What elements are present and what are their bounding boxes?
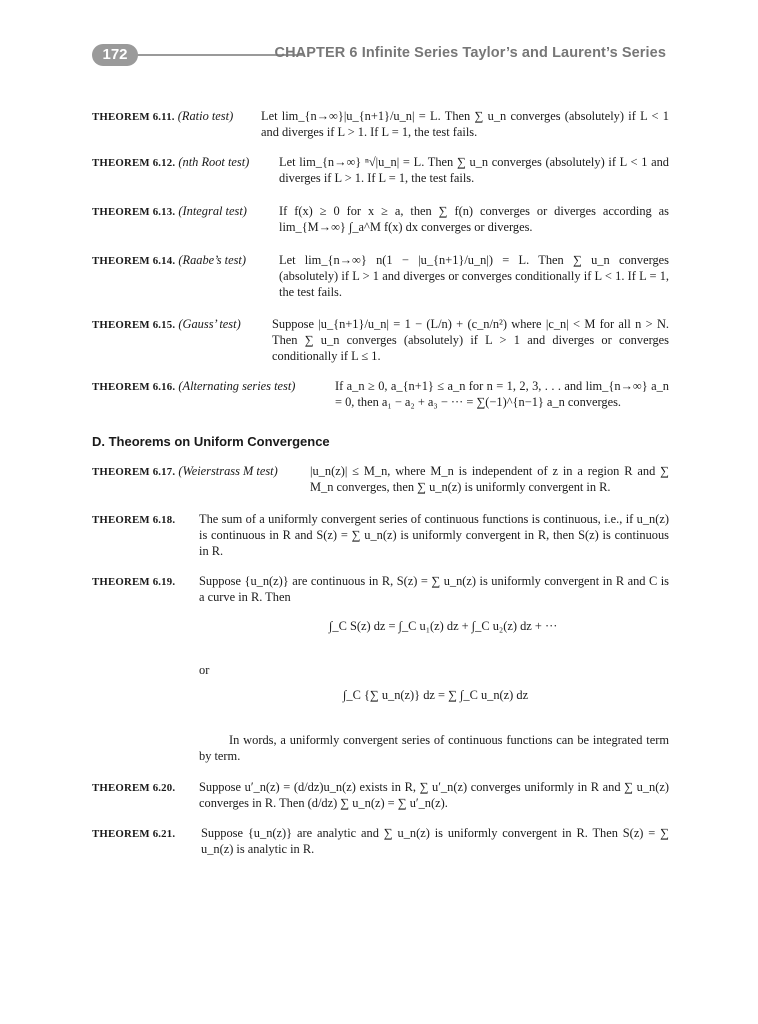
theorem-6-19-words: In words, a uniformly convergent series of continuous functions can be integrated term by term. <box>199 733 669 763</box>
page-number: 172 <box>92 44 138 66</box>
theorem-text: Suppose {u_n(z)} are continuous in R, S(z) = ∑ u_n(z) is uniformly convergent in R and C is a curve in R. Then <box>199 574 669 604</box>
theorem-number: THEOREM 6.19. <box>92 576 176 588</box>
theorem-number: THEOREM 6.11. <box>92 111 175 123</box>
theorem-number: THEOREM 6.13. <box>92 206 176 218</box>
theorem-label <box>92 511 175 528</box>
theorem-name: (nth Root test) <box>178 155 250 169</box>
theorem-number: THEOREM 6.21. <box>92 828 176 840</box>
theorem-label <box>92 203 247 220</box>
theorem-label <box>92 378 295 395</box>
theorem-text: Let lim_{n→∞} n(1 − |u_{n+1}/u_n|) = L. Then ∑ u_n converges (absolutely) if L > 1 and diverges or converges conditionally if L < 1. If L = 1, the test fails. <box>279 253 669 299</box>
theorem-name: (Ratio test) <box>177 109 234 123</box>
theorem-number: THEOREM 6.17. <box>92 466 176 478</box>
theorem-number: THEOREM 6.16. <box>92 381 176 393</box>
theorem-name: (Weierstrass M test) <box>178 464 278 478</box>
chapter-title: CHAPTER 6 Infinite Series Taylor’s and Laurent’s Series <box>274 45 666 61</box>
theorem-text: Suppose {u_n(z)} are analytic and ∑ u_n(z) is uniformly convergent in R. Then S(z) = ∑ u_n(z) is analytic in R. <box>201 826 669 856</box>
theorem-label <box>92 779 175 796</box>
theorem-name: (Integral test) <box>178 204 247 218</box>
theorem-label <box>92 463 278 480</box>
section-heading: D. Theorems on Uniform Convergence <box>92 434 330 449</box>
page-header <box>92 44 672 68</box>
theorem-text: Let lim_{n→∞} ⁿ√|u_n| = L. Then ∑ u_n converges (absolutely) if L < 1 and diverges if L > 1. If L = 1, the test fails. <box>279 155 669 185</box>
theorem-text: |u_n(z)| ≤ M_n, where M_n is independent of z in a region R and ∑ M_n converges, then ∑ u_n(z) is uniformly convergent in R. <box>310 464 669 494</box>
theorem-number: THEOREM 6.18. <box>92 514 176 526</box>
theorem-label <box>92 108 233 125</box>
theorem-label <box>92 252 246 269</box>
theorem-name: (Gauss’ test) <box>178 317 241 331</box>
theorem-text: If a_n ≥ 0, a_{n+1} ≤ a_n for n = 1, 2, 3, . . . and lim_{n→∞} a_n = 0, then a₁ − a₂ + a₃ − ··· = ∑(−1)^{n−1} a_n converges. <box>335 379 669 409</box>
theorem-name: (Raabe’s test) <box>178 253 246 267</box>
theorem-text: The sum of a uniformly convergent series of continuous functions is continuous, i.e., if u_n(z) is continuous in R and S(z) = ∑ u_n(z) is uniformly convergent in R, then S(z) is continuous in R. <box>199 512 669 558</box>
theorem-text: Suppose |u_{n+1}/u_n| = 1 − (L/n) + (c_n/n²) where |c_n| < M for all n > N. Then ∑ u_n converges (absolutely) if L > 1 and diverges or converges conditionally if L ≤ 1. <box>272 317 669 363</box>
theorem-name: (Alternating series test) <box>178 379 296 393</box>
theorem-number: THEOREM 6.12. <box>92 157 176 169</box>
or-word: or <box>199 663 210 677</box>
theorem-text: Let lim_{n→∞}|u_{n+1}/u_n| = L. Then ∑ u_n converges (absolutely) if L < 1 and diverges if L > 1. If L = 1, the test fails. <box>261 109 669 139</box>
theorem-number: THEOREM 6.20. <box>92 782 176 794</box>
theorem-text: If f(x) ≥ 0 for x ≥ a, then ∑ f(n) converges or diverges according as lim_{M→∞} ∫_a^M f(x) dx converges or diverges. <box>279 204 669 234</box>
theorem-number: THEOREM 6.15. <box>92 319 176 331</box>
theorem-label <box>92 154 249 171</box>
equation-term-by-term: ∫_C S(z) dz = ∫_C u₁(z) dz + ∫_C u₂(z) dz + ··· <box>329 619 558 633</box>
theorem-text: Suppose u′_n(z) = (d/dz)u_n(z) exists in R, ∑ u′_n(z) converges uniformly in R and ∑ u_n(z) converges in R. Then (d/dz) ∑ u_n(z) = ∑ u′_n(z). <box>199 780 669 810</box>
theorem-label <box>92 825 175 842</box>
theorem-label <box>92 316 241 333</box>
theorem-label <box>92 573 175 590</box>
equation-sum-integral: ∫_C {∑ u_n(z)} dz = ∑ ∫_C u_n(z) dz <box>343 688 529 702</box>
theorem-number: THEOREM 6.14. <box>92 255 176 267</box>
